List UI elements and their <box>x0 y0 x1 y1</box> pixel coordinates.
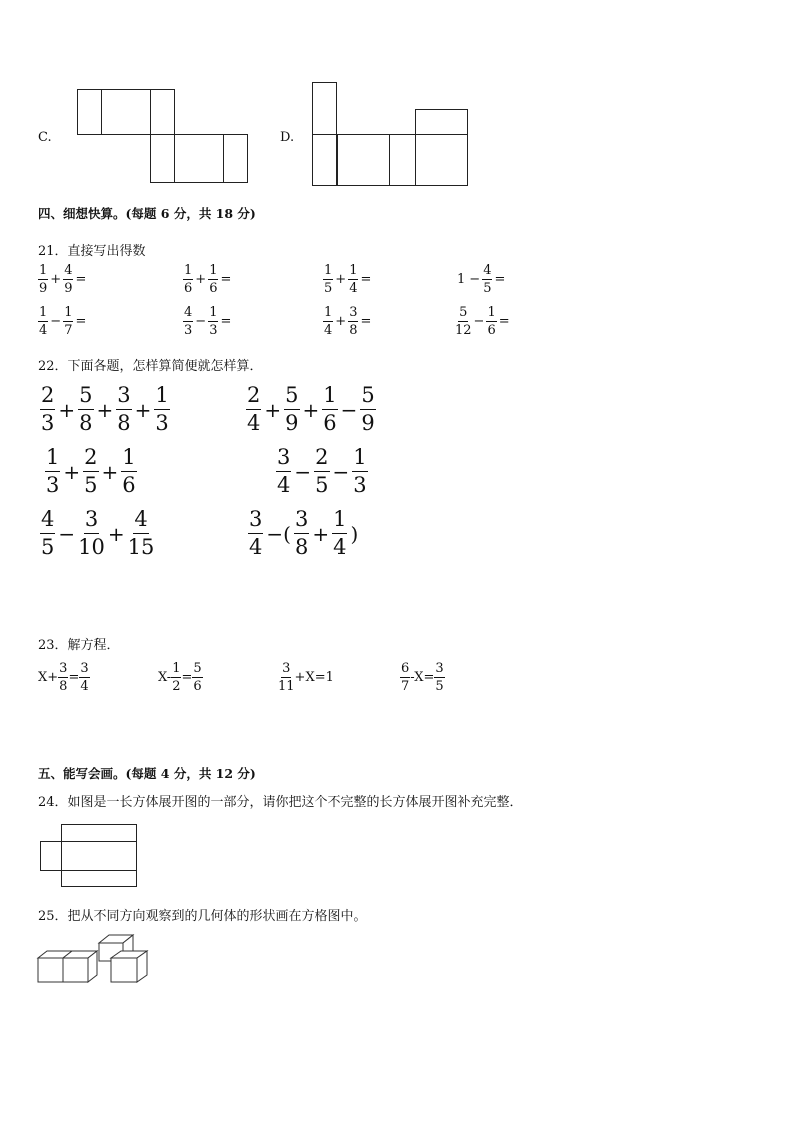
numerator: 3 <box>276 447 291 472</box>
fraction <box>400 662 410 693</box>
q21-item <box>38 306 88 337</box>
numerator: 3 <box>248 509 263 534</box>
denominator: 9 <box>285 411 299 435</box>
q22-expr-2 <box>246 385 376 434</box>
fraction <box>79 662 89 693</box>
denominator: 7 <box>64 323 73 338</box>
numerator: 6 <box>401 661 410 676</box>
q21-item <box>183 306 233 337</box>
numerator: 2 <box>246 385 261 410</box>
fraction <box>284 385 299 434</box>
numerator: 1 <box>324 305 333 320</box>
denominator: 5 <box>324 281 333 296</box>
denominator: 4 <box>277 473 291 497</box>
option-c-label: C. <box>38 130 52 145</box>
denominator: 8 <box>117 411 131 435</box>
operator: + <box>63 459 81 484</box>
fraction <box>332 509 347 558</box>
fraction <box>58 662 68 693</box>
denominator: 7 <box>401 679 410 694</box>
fraction <box>63 264 73 295</box>
q23-eq-2 <box>158 662 203 693</box>
numerator: 1 <box>209 305 218 320</box>
denominator: 9 <box>64 281 73 296</box>
numerator: 4 <box>64 263 73 278</box>
denominator: 3 <box>209 323 218 338</box>
denominator: 12 <box>455 323 472 338</box>
fraction <box>183 264 193 295</box>
numerator: 3 <box>294 509 309 534</box>
q21-item <box>323 264 373 295</box>
fraction <box>208 306 218 337</box>
denominator: 8 <box>79 411 93 435</box>
option-d-label: D. <box>280 130 295 145</box>
q23-title: 23．解方程． <box>38 638 120 653</box>
denominator: 4 <box>324 323 333 338</box>
numerator: 2 <box>314 447 329 472</box>
operator: + <box>335 314 347 329</box>
fraction <box>294 509 309 558</box>
denominator: 8 <box>294 535 309 559</box>
fraction <box>348 306 358 337</box>
operator: + <box>195 272 207 287</box>
q21-item <box>183 264 233 295</box>
fraction <box>128 509 155 558</box>
operator: + <box>96 397 114 422</box>
equation-text: X- <box>158 670 172 685</box>
denominator: 6 <box>487 323 496 338</box>
fraction <box>322 385 337 434</box>
operator: ) <box>350 521 359 546</box>
numerator: 3 <box>80 661 89 676</box>
numerator: 1 <box>184 263 193 278</box>
numerator: 1 <box>324 263 333 278</box>
equals-sign: = <box>220 314 232 329</box>
numerator: 1 <box>332 509 347 534</box>
equation-text: = <box>68 670 80 685</box>
q23-eq-3 <box>278 662 334 693</box>
fraction <box>63 306 73 337</box>
operator: + <box>58 397 76 422</box>
q21-item <box>455 264 507 295</box>
numerator: 2 <box>83 447 98 472</box>
equation-text: +X=1 <box>294 670 334 685</box>
denominator: 6 <box>193 679 202 694</box>
option-d-net <box>312 82 469 187</box>
fraction <box>248 509 263 558</box>
fraction <box>352 447 367 496</box>
fraction <box>323 264 333 295</box>
numerator: 1 <box>39 305 48 320</box>
denominator: 4 <box>247 411 261 435</box>
q24-partial-net <box>40 824 138 888</box>
q22-expr-4 <box>276 447 368 496</box>
fraction <box>45 447 60 496</box>
numerator: 3 <box>59 661 68 676</box>
operator: + <box>134 397 152 422</box>
operator: − <box>195 314 207 329</box>
q22-expr-6 <box>248 509 361 558</box>
numerator: 5 <box>193 661 202 676</box>
fraction <box>208 264 218 295</box>
denominator: 6 <box>209 281 218 296</box>
numerator: 1 <box>121 447 136 472</box>
numerator: 3 <box>349 305 358 320</box>
fraction <box>116 385 131 434</box>
equals-sign: = <box>75 272 87 287</box>
numerator: 1 <box>172 661 181 676</box>
denominator: 6 <box>184 281 193 296</box>
fraction <box>171 662 181 693</box>
denominator: 9 <box>39 281 48 296</box>
fraction <box>38 264 48 295</box>
equals-sign: = <box>498 314 510 329</box>
option-c-net <box>77 89 249 184</box>
denominator: 4 <box>333 535 347 559</box>
fraction <box>278 662 295 693</box>
fraction <box>455 306 472 337</box>
q23-eq-4 <box>400 662 445 693</box>
fraction <box>192 662 202 693</box>
denominator: 4 <box>39 323 48 338</box>
denominator: 8 <box>349 323 358 338</box>
q25-text: 25．把从不同方向观察到的几何体的形状画在方格图中。 <box>38 909 367 924</box>
numerator: 1 <box>39 263 48 278</box>
denominator: 4 <box>349 281 358 296</box>
operator: − <box>294 459 312 484</box>
denominator: 5 <box>483 281 492 296</box>
fraction <box>360 385 375 434</box>
operator: − <box>58 521 76 546</box>
operator: + <box>312 521 330 546</box>
denominator: 5 <box>84 473 98 497</box>
denominator: 3 <box>184 323 193 338</box>
denominator: 3 <box>46 473 60 497</box>
operator: − <box>469 272 481 287</box>
numerator: 1 <box>64 305 73 320</box>
denominator: 11 <box>278 679 295 694</box>
equals-sign: = <box>360 314 372 329</box>
fraction <box>78 385 93 434</box>
numerator: 3 <box>435 661 444 676</box>
denominator: 3 <box>155 411 169 435</box>
numerator: 1 <box>349 263 358 278</box>
numerator: 5 <box>459 305 468 320</box>
fraction <box>323 306 333 337</box>
fraction <box>314 447 329 496</box>
q22-expr-5 <box>40 509 154 558</box>
q21-title: 21．直接写出得数 <box>38 244 146 259</box>
numerator: 3 <box>282 661 291 676</box>
fraction <box>78 509 105 558</box>
operator: − <box>340 397 358 422</box>
q21-item <box>38 264 88 295</box>
fraction <box>154 385 169 434</box>
operator: + <box>335 272 347 287</box>
numerator: 5 <box>284 385 299 410</box>
denominator: 2 <box>172 679 181 694</box>
q22-title: 22．下面各题，怎样算简便就怎样算． <box>38 359 263 374</box>
numerator: 5 <box>78 385 93 410</box>
denominator: 6 <box>323 411 337 435</box>
fraction <box>38 306 48 337</box>
numerator: 4 <box>40 509 55 534</box>
operator: + <box>264 397 282 422</box>
numerator: 1 <box>154 385 169 410</box>
fraction <box>183 306 193 337</box>
equals-sign: = <box>75 314 87 329</box>
denominator: 5 <box>41 535 55 559</box>
operator: + <box>302 397 320 422</box>
fraction <box>121 447 136 496</box>
numerator: 4 <box>184 305 193 320</box>
q21-item <box>455 306 512 337</box>
denominator: 6 <box>122 473 136 497</box>
whole-number: 1 <box>457 272 466 287</box>
q23-eq-1 <box>38 662 90 693</box>
q24-text: 24．如图是一长方体展开图的一部分，请你把这个不完整的长方体展开图补充完整． <box>38 795 523 810</box>
equals-sign: = <box>360 272 372 287</box>
section-4-title: 四、细想快算。(每题 6 分，共 18 分) <box>38 206 256 221</box>
denominator: 3 <box>41 411 55 435</box>
operator: − <box>50 314 62 329</box>
fraction <box>348 264 358 295</box>
operator: −( <box>266 521 291 546</box>
denominator: 3 <box>353 473 367 497</box>
operator: + <box>107 521 125 546</box>
denominator: 5 <box>315 473 329 497</box>
numerator: 4 <box>133 509 148 534</box>
fraction <box>40 385 55 434</box>
equation-text: -X= <box>410 670 435 685</box>
numerator: 2 <box>40 385 55 410</box>
numerator: 1 <box>209 263 218 278</box>
numerator: 5 <box>360 385 375 410</box>
numerator: 1 <box>487 305 496 320</box>
q22-expr-3 <box>45 447 137 496</box>
q21-item <box>323 306 373 337</box>
equals-sign: = <box>494 272 506 287</box>
denominator: 9 <box>361 411 375 435</box>
operator: + <box>50 272 62 287</box>
fraction <box>486 306 496 337</box>
denominator: 4 <box>249 535 263 559</box>
fraction <box>246 385 261 434</box>
fraction <box>83 447 98 496</box>
operator: − <box>473 314 485 329</box>
denominator: 10 <box>78 535 105 559</box>
equation-text: = <box>181 670 193 685</box>
denominator: 8 <box>59 679 68 694</box>
denominator: 15 <box>127 535 155 559</box>
operator: + <box>101 459 119 484</box>
denominator: 5 <box>435 679 444 694</box>
fraction <box>276 447 291 496</box>
numerator: 3 <box>116 385 131 410</box>
fraction <box>40 509 55 558</box>
fraction <box>434 662 444 693</box>
equals-sign: = <box>220 272 232 287</box>
fraction <box>482 264 492 295</box>
section-5-title: 五、能写会画。(每题 4 分，共 12 分) <box>38 766 256 781</box>
operator: − <box>332 459 350 484</box>
equation-text: X+ <box>38 670 59 685</box>
q22-expr-1 <box>40 385 170 434</box>
q25-cube-solid <box>37 933 157 985</box>
numerator: 1 <box>322 385 337 410</box>
numerator: 3 <box>84 509 99 534</box>
numerator: 1 <box>352 447 367 472</box>
denominator: 4 <box>80 679 89 694</box>
numerator: 4 <box>483 263 492 278</box>
numerator: 1 <box>45 447 60 472</box>
